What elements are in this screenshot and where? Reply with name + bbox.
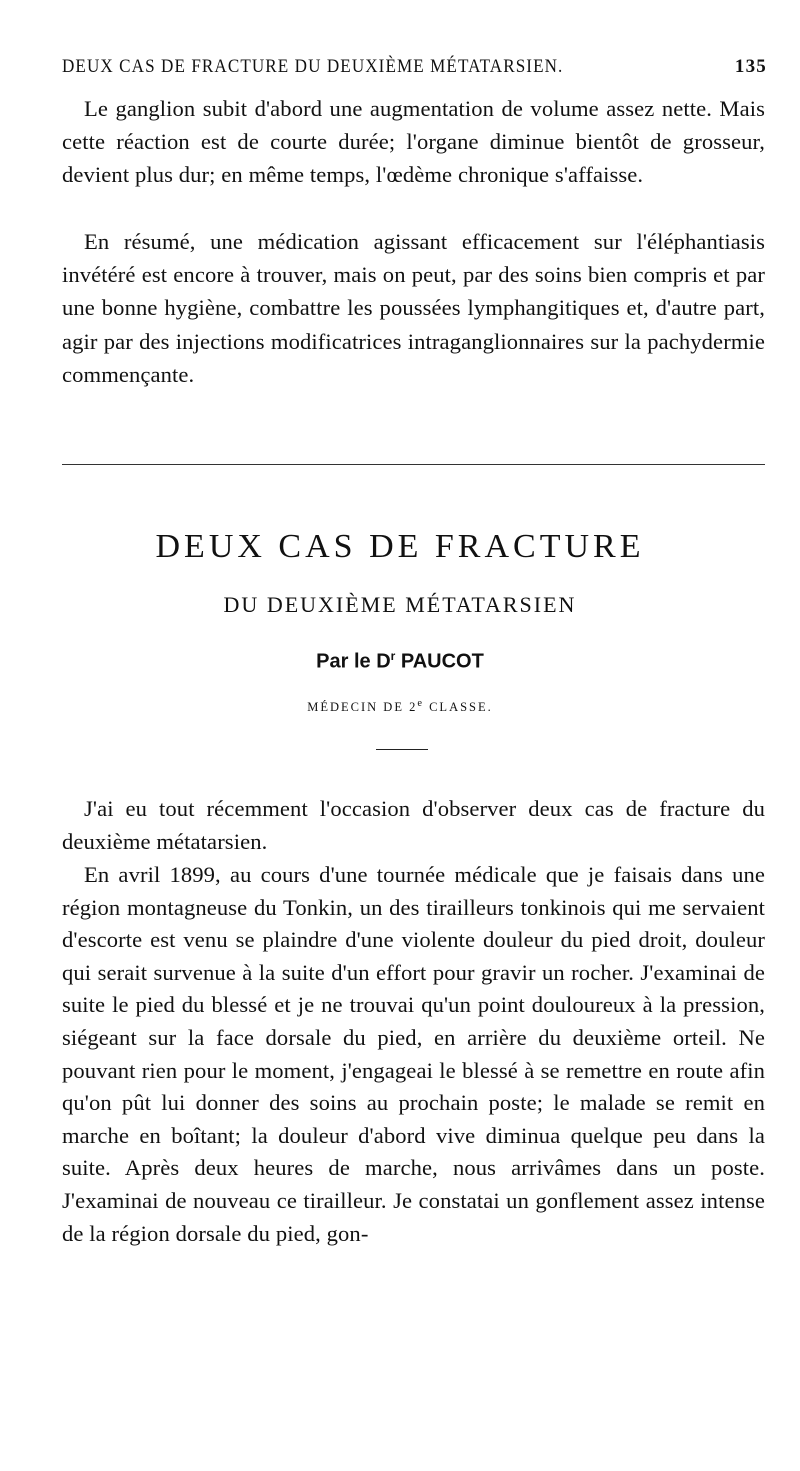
author-line xyxy=(0,649,800,674)
rank-sup: e xyxy=(417,698,424,709)
article-title: DEUX CAS DE FRACTURE xyxy=(155,528,645,565)
author-name: PAUCOT xyxy=(400,650,484,673)
author-prefix-sup: r xyxy=(390,649,396,663)
paragraph-resume: En résumé, une médication agissant efficacement sur l'éléphantiasis invétéré est encore à trouver, mais on peut, par des soins bien compris et par une bonne hygiène, combattre les poussées lymphangitiques et, d'autre part, agir par des injections modificatrices intraganglionnaires sur la pachydermie commençante. xyxy=(62,229,765,387)
paragraph-intro: J'ai eu tout récemment l'occasion d'observer deux cas de fracture du deuxième métatarsien. xyxy=(62,796,765,854)
page-number: 135 xyxy=(734,56,767,77)
running-head xyxy=(62,56,767,78)
paragraph-case-one: En avril 1899, au cours d'une tournée médicale que je faisais dans une région montagneuse du Tonkin, un des tirailleurs tonkinois qui me servaient d'escorte est venu se plaindre d'une violente douleur du pied droit, douleur qui serait survenue à la suite d'un effort pour gravir un rocher. J'examinai de suite le pied du blessé et je ne trouvai qu'un point douloureux à la pression, siégeant sur la face dorsale du pied, en arrière du deuxième orteil. Ne pouvant rien pour le moment, j'engageai le blessé à se remettre en route afin qu'on pût lui donner des soins au prochain poste; le malade se remit en marche en boîtant; la douleur d'abord vive diminua quelque peu dans la suite. Après deux heures de marche, nous arrivâmes dans un poste. J'examinai de nouveau ce tirailleur. Je constatai un gonflement assez intense de la région dorsale du pied, gon- xyxy=(62,862,765,1246)
paragraph-ganglion: Le ganglion subit d'abord une augmentation de volume assez nette. Mais cette réaction est de courte durée; l'organe diminue bientôt de grosseur, devient plus dur; en même temps, l'œdème chronique s'affaisse. xyxy=(62,96,765,188)
rank-suffix: CLASSE. xyxy=(429,700,493,715)
rank-prefix: MÉDECIN DE 2 xyxy=(307,700,418,715)
title-rule xyxy=(376,749,428,750)
section-divider xyxy=(62,464,765,465)
article-subtitle: DU DEUXIÈME MÉTATARSIEN xyxy=(223,592,577,617)
author-prefix: Par le D xyxy=(316,650,391,673)
running-head-title: DEUX CAS DE FRACTURE DU DEUXIÈME MÉTATARSIEN. xyxy=(62,56,564,77)
author-rank xyxy=(0,698,800,715)
